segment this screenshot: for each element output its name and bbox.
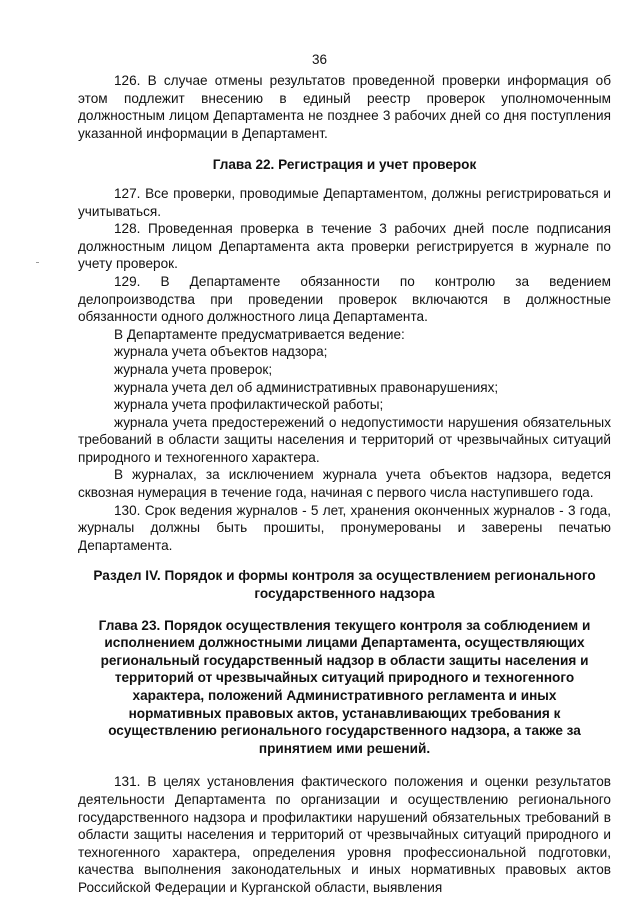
paragraph-129: 129. В Департаменте обязанности по контролю за ведением делопроизводства при проведении проверок включаются в должностные обязанности одного должностного лица Департамента. [78, 273, 611, 325]
margin-mark [36, 262, 39, 263]
chapter-23-heading-line: нормативных правовых актов, устанавливающих требования к [128, 705, 561, 721]
paragraph-126: 126. В случае отмены результатов проведенной проверки информация об этом подлежит внесению в единый реестр проверок уполномоченным должностным лицом Департамента не позднее 3 рабочих дней со дня поступления указанной информации в Департамент. [78, 73, 611, 141]
chapter-23-heading-line: Глава 23. Порядок осуществления текущего контроля за соблюдением и [98, 617, 591, 633]
chapter-23-heading-line: исполнением должностными лицами Департамента, осуществляющих [104, 635, 585, 651]
journal-list-item: журнала учета проверок; [114, 361, 273, 377]
journal-list-item-last: журнала учета предостережений о недопустимости нарушения обязательных требований в области защиты населения и территорий от чрезвычайных ситуаций природного и техногенного характера. [78, 414, 611, 465]
page-number: 36 [311, 52, 328, 67]
paragraph-127: 127. Все проверки, проводимые Департаментом, должны регистрироваться и учитываться. [78, 185, 611, 219]
paragraph-129-numbering: В журналах, за исключением журнала учета объектов надзора, ведется сквозная нумерация в течение года, начиная с первого числа наступившего года. [78, 467, 611, 501]
chapter-23-heading-line: принятием ими решений. [258, 740, 431, 756]
chapter-23-heading-line: территорий от чрезвычайных ситуаций природного и техногенного [114, 670, 575, 686]
chapter-22-heading: Глава 22. Регистрация и учет проверок [212, 157, 477, 173]
journal-list-item: журнала учета объектов надзора; [114, 344, 328, 360]
paragraph-130: 130. Срок ведения журналов - 5 лет, хранения оконченных журналов - 3 года, журналы должны быть прошиты, пронумерованы и заверены печатью Департамента. [78, 502, 611, 553]
chapter-23-heading-line: региональный государственный надзор в области защиты населения и [100, 652, 589, 668]
section-4-heading-line-1: Раздел IV. Порядок и формы контроля за осуществлением регионального [93, 568, 596, 584]
paragraph-129-intro: В Департаменте предусматривается ведение: [114, 326, 405, 342]
paragraph-128: 128. Проведенная проверка в течение 3 рабочих дней после подписания должностным лицом Департамента акта проверки регистрируется в журнале по учету проверок. [78, 221, 611, 272]
journal-list-item: журнала учета дел об административных правонарушениях; [114, 379, 499, 395]
chapter-23-heading-line: осуществлению регионального государственного надзора, а также за [108, 723, 581, 739]
paragraph-131: 131. В целях установления фактического положения и оценки результатов деятельности Департамента по организации и осуществлению регионального государственного надзора и профилактики нарушений обязательных требований в области защиты населения и территорий от чрезвычайных ситуаций природного и техногенного характера, определения уровня профессиональной подготовки, качества выполнения законодательных и иных нормативных правовых актов Российской Федерации и Курганской области, выявления [78, 774, 611, 895]
section-4-heading-line-2: государственного надзора [254, 586, 435, 602]
document-body [78, 72, 611, 897]
chapter-23-heading-line: характера, положений Административного регламента и иных [132, 688, 557, 703]
journal-list-item: журнала учета профилактической работы; [114, 397, 384, 413]
